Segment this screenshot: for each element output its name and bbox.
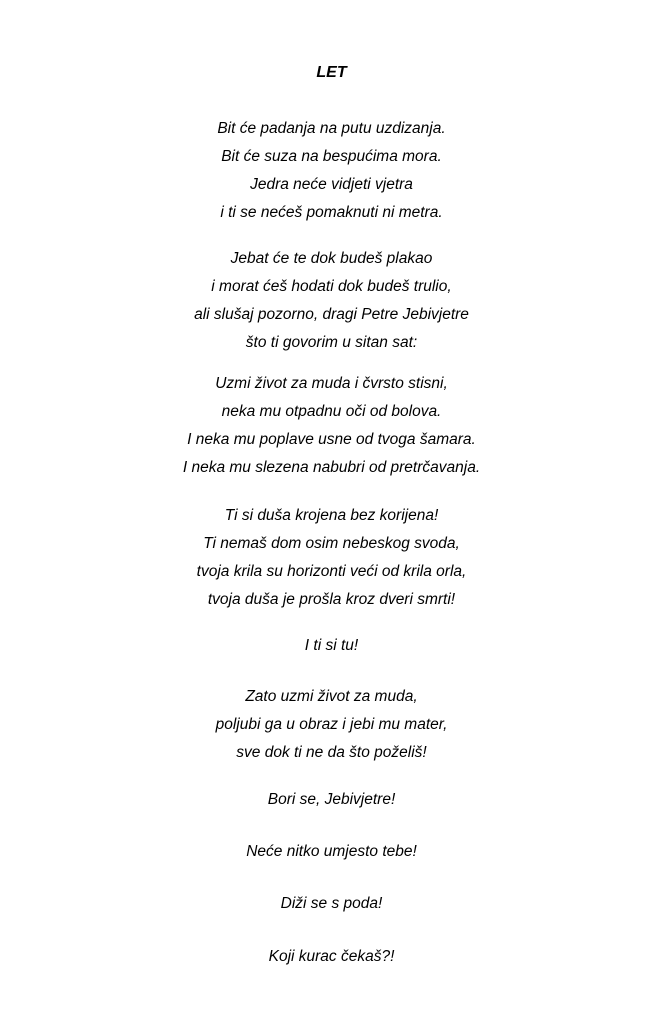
poem-line: i morat ćeš hodati dok budeš trulio,	[211, 278, 452, 295]
poem-line: Bori se, Jebivjetre!	[267, 791, 396, 808]
poem-line: Neće nitko umjesto tebe!	[246, 843, 417, 860]
poem-line: Jebat će te dok budeš plakao	[230, 250, 433, 267]
stanza-9	[0, 890, 663, 918]
poem-line: Bit će suza na bespućima mora.	[221, 148, 442, 165]
poem-line: Ti nemaš dom osim nebeskog svoda,	[203, 535, 460, 552]
stanza-10	[0, 943, 663, 971]
poem-line: I neka mu slezena nabubri od pretrčavanja.	[182, 459, 481, 476]
poem-line: neka mu otpadnu oči od bolova.	[221, 403, 442, 420]
poem-line: sve dok ti ne da što poželiš!	[236, 744, 427, 761]
poem-line: Uzmi život za muda i čvrsto stisni,	[215, 375, 448, 392]
poem-line: Jedra neće vidjeti vjetra	[250, 176, 413, 193]
poem-line: I neka mu poplave usne od tvoga šamara.	[187, 431, 476, 448]
stanza-3	[0, 370, 663, 482]
stanza-2	[0, 245, 663, 357]
stanza-1	[0, 115, 663, 227]
poem-line: poljubi ga u obraz i jebi mu mater,	[215, 716, 448, 733]
stanza-5	[0, 632, 663, 660]
stanza-7	[0, 786, 663, 814]
stanza-4	[0, 502, 663, 614]
stanza-6	[0, 683, 663, 767]
poem-line: Koji kurac čekaš?!	[268, 948, 395, 965]
poem-line: Bit će padanja na putu uzdizanja.	[217, 120, 446, 137]
poem-line: Diži se s poda!	[280, 895, 383, 912]
poem-title: LET	[316, 64, 347, 81]
stanza-8	[0, 838, 663, 866]
poem-line: tvoja duša je prošla kroz dveri smrti!	[207, 591, 456, 608]
poem-line: ali slušaj pozorno, dragi Petre Jebivjetre	[194, 306, 469, 323]
poem-line: i ti se nećeš pomaknuti ni metra.	[220, 204, 443, 221]
poem-line: tvoja krila su horizonti veći od krila orla,	[196, 563, 467, 580]
poem-line: I ti si tu!	[304, 637, 359, 654]
poem-line: Zato uzmi život za muda,	[245, 688, 418, 705]
poem-line: Ti si duša krojena bez korijena!	[224, 507, 439, 524]
poem-line: što ti govorim u sitan sat:	[245, 334, 418, 351]
